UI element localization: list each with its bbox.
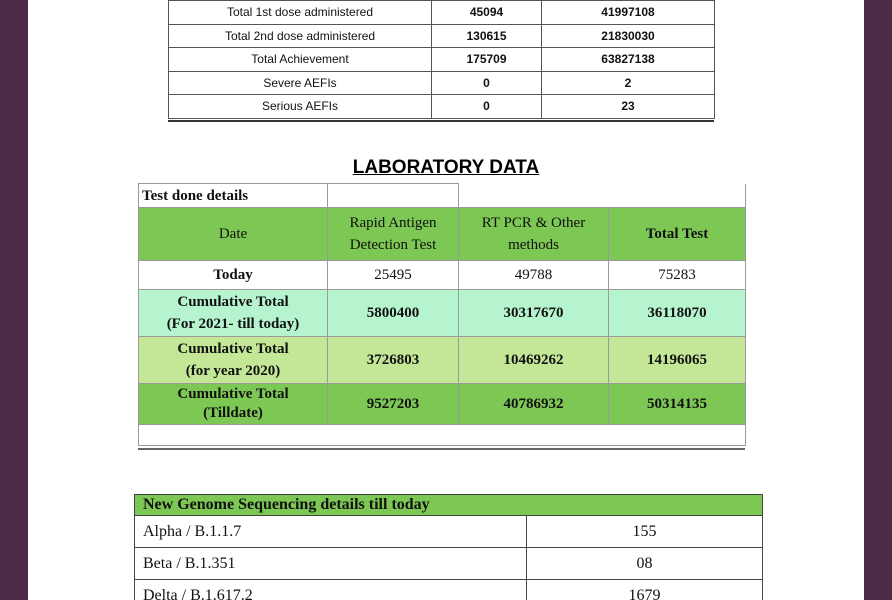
table-row [169,71,715,95]
header-total-label: Total Test [645,226,709,242]
row-label [139,384,328,425]
row-label: Total 2nd dose administered [169,24,432,48]
header-rapid-line1: Rapid Antigen [349,215,437,231]
row-label: Today [139,261,328,290]
empty-row [139,425,746,446]
rapid-value: 5800400 [328,290,459,337]
today-value: 175709 [432,48,542,72]
cumulative-value: 21830030 [542,24,715,48]
row-label: Serious AEFIs [169,95,432,119]
vaccination-table [168,0,715,119]
row-label: Total Achievement [169,48,432,72]
row-label-line1: Cumulative Total [177,386,289,402]
today-value: 45094 [432,1,542,25]
rapid-value: 3726803 [328,337,459,384]
total-value: 14196065 [609,337,746,384]
table-row [139,337,746,384]
header-rtpcr-line1: RT PCR & Other [481,215,586,231]
row-label [139,290,328,337]
lab-header-row [139,208,746,261]
table-row [169,24,715,48]
variant-count: 155 [527,516,763,548]
header-rapid [328,208,459,261]
lab-caption: Test done details [139,184,328,208]
row-label-line2: (for year 2020) [185,363,281,379]
total-value: 50314135 [609,384,746,425]
rapid-value: 9527203 [328,384,459,425]
table-row [135,516,763,548]
variant-count: 1679 [527,580,763,600]
cumulative-value: 23 [542,95,715,119]
total-value: 75283 [609,261,746,290]
lab-caption-row [139,184,746,208]
document-page [28,0,864,600]
empty-cell [328,184,459,208]
table-row [139,261,746,290]
variant-name: Beta / B.1.351 [135,548,527,580]
today-value: 130615 [432,24,542,48]
variant-name: Alpha / B.1.1.7 [135,516,527,548]
row-label-line2: (For 2021- till today) [166,316,300,332]
table-row [169,1,715,25]
row-label-line1: Cumulative Total [177,341,289,357]
row-label-line1: Cumulative Total [177,294,289,310]
table-row [169,48,715,72]
row-label-line2: (Tilldate) [203,405,263,421]
lab-table [138,183,746,446]
rtpcr-value: 49788 [459,261,609,290]
cumulative-value: 63827138 [542,48,715,72]
table-row [139,290,746,337]
genome-header-row [135,495,763,516]
rapid-value: 25495 [328,261,459,290]
genome-title: New Genome Sequencing details till today [135,495,763,516]
table-row [135,580,763,600]
row-label: Total 1st dose administered [169,1,432,25]
today-value: 0 [432,71,542,95]
empty-cell [139,425,746,446]
header-rtpcr-line2: methods [508,237,559,253]
lab-section-title: LABORATORY DATA [352,157,540,178]
variant-name: Delta / B.1.617.2 [135,580,527,600]
empty-cell [459,184,609,208]
rtpcr-value: 30317670 [459,290,609,337]
variant-count: 08 [527,548,763,580]
table-row [139,384,746,425]
cumulative-value: 41997108 [542,1,715,25]
header-total [609,208,746,261]
header-rapid-line2: Detection Test [349,237,437,253]
header-rtpcr [459,208,609,261]
cumulative-value: 2 [542,71,715,95]
genome-table [134,494,763,600]
header-date-label: Date [218,226,248,242]
row-label: Severe AEFIs [169,71,432,95]
header-date [139,208,328,261]
empty-cell [609,184,746,208]
row-label [139,337,328,384]
table-row [169,95,715,119]
rtpcr-value: 40786932 [459,384,609,425]
today-value: 0 [432,95,542,119]
table-underline [138,448,745,450]
rtpcr-value: 10469262 [459,337,609,384]
table-underline [168,120,714,122]
table-row [135,548,763,580]
total-value: 36118070 [609,290,746,337]
